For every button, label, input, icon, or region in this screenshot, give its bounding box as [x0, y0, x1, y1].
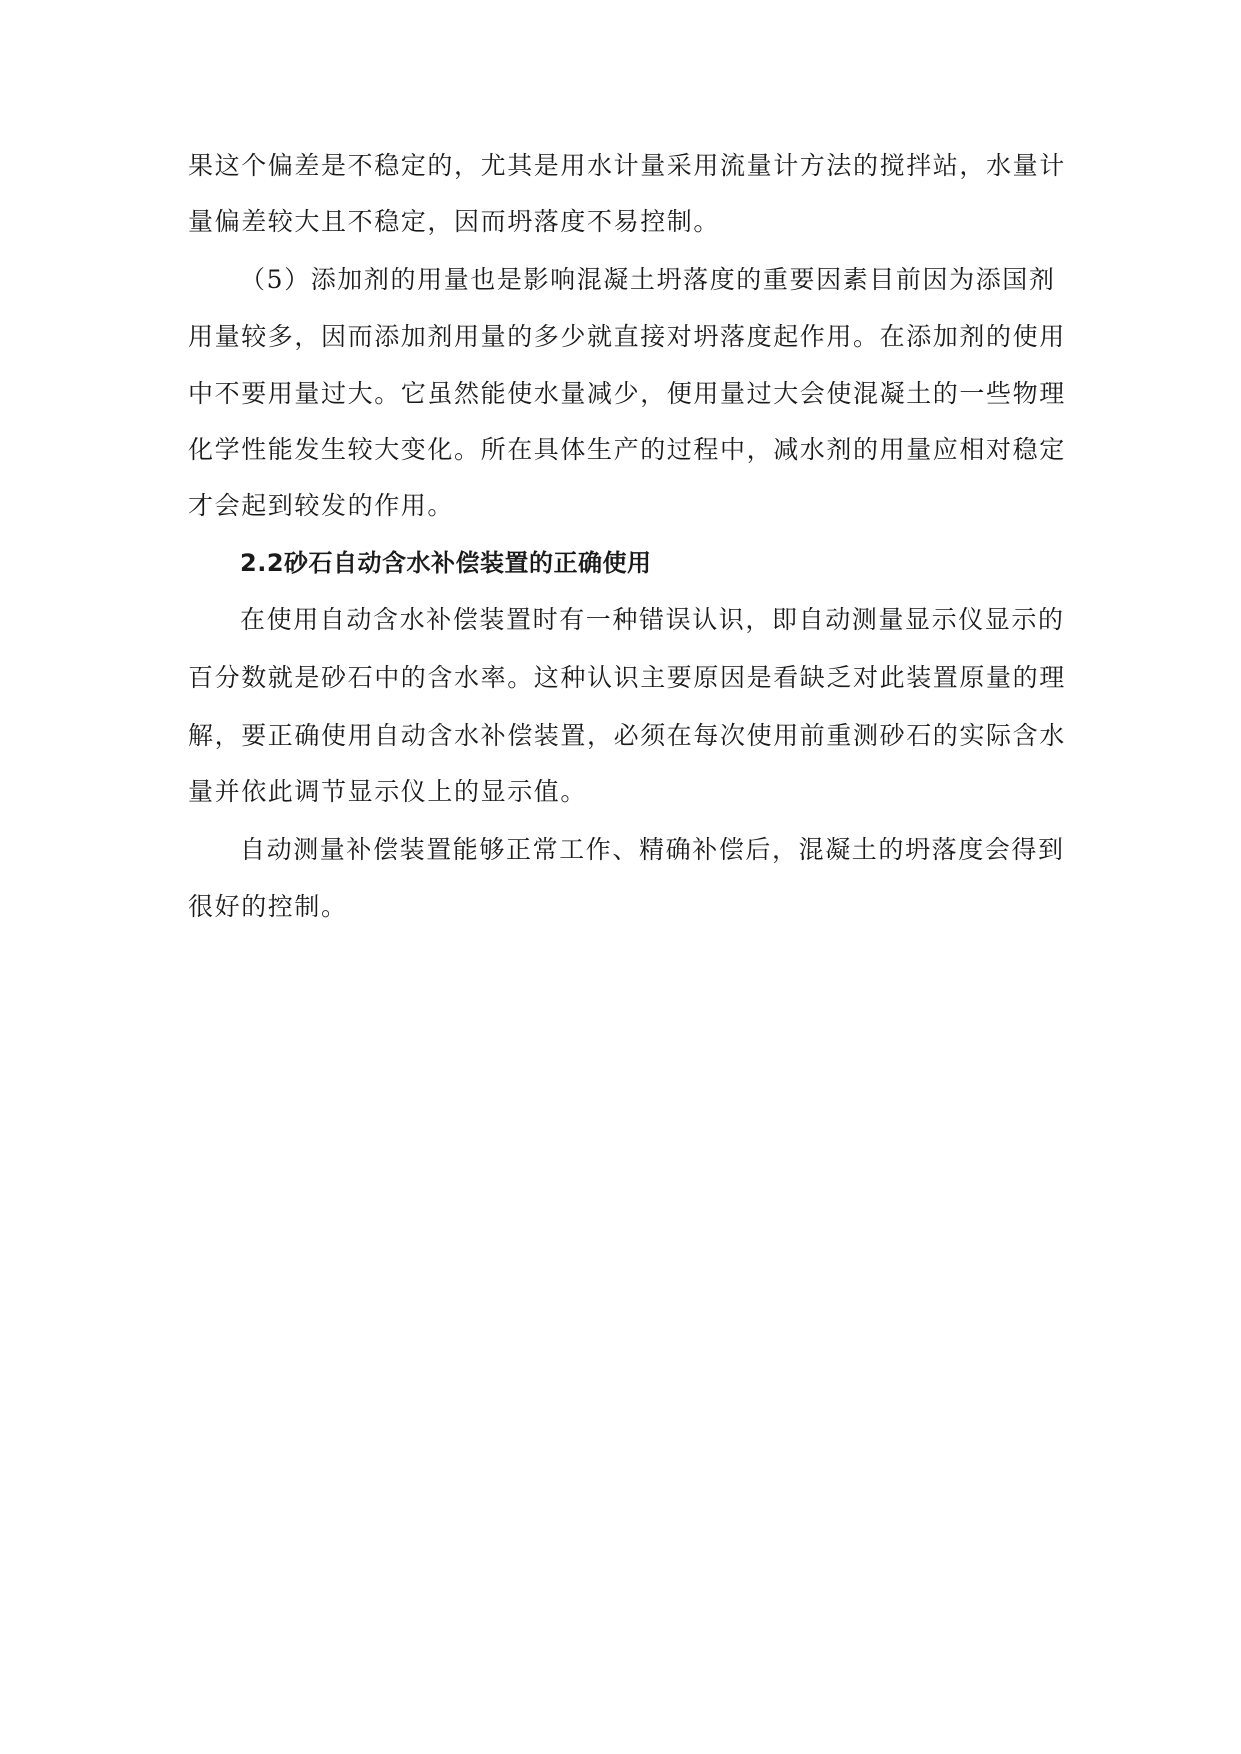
paragraph-line: 自动测量补偿装置能够正常工作、精确补偿后，混凝土的坍落度会得到 — [240, 835, 1065, 864]
paragraph-line: 果这个偏差是不稳定的，尤其是用水计量采用流量计方法的搅拌站，水量计 — [188, 151, 1066, 180]
paragraph-line: 才会起到较发的作用。 — [188, 491, 455, 520]
paragraph-line: 用量较多，因而添加剂用量的多少就直接对坍落度起作用。在添加剂的使用 — [188, 322, 1066, 351]
paragraph-line: 量偏差较大且不稳定，因而坍落度不易控制。 — [188, 207, 721, 236]
paragraph-line: 量并依此调节显示仪上的显示值。 — [188, 777, 588, 806]
paragraph-line: 中不要用量过大。它虽然能使水量减少，便用量过大会使混凝土的一些物理 — [188, 379, 1066, 408]
paragraph-line: （5）添加剂的用量也是影响混凝土坍落度的重要因素目前因为添国剂 — [240, 265, 1056, 294]
paragraph-line: 化学性能发生较大变化。所在具体生产的过程中，减水剂的用量应相对稳定 — [188, 435, 1066, 464]
paragraph-line: 解，要正确使用自动含水补偿装置，必须在每次使用前重测砂石的实际含水 — [188, 721, 1066, 750]
paragraph-line: 很好的控制。 — [188, 892, 348, 921]
paragraph-line: 在使用自动含水补偿装置时有一种错误认识，即自动测量显示仪显示的 — [240, 605, 1065, 634]
section-heading: 2.2砂石自动含水补偿装置的正确使用 — [240, 549, 652, 577]
paragraph-line: 百分数就是砂石中的含水率。这种认识主要原因是看缺乏对此装置原量的理 — [188, 663, 1066, 692]
